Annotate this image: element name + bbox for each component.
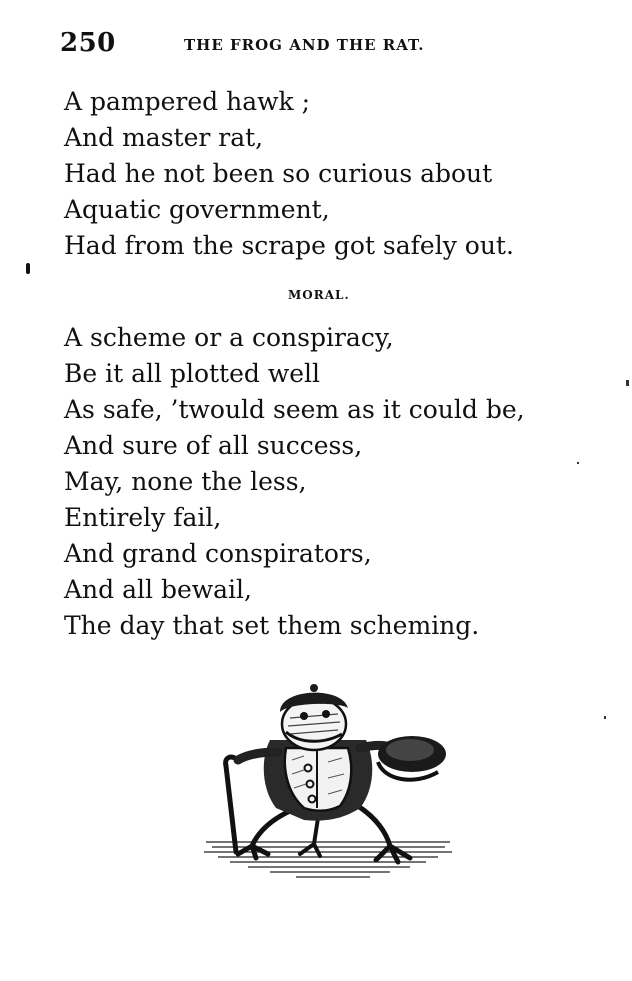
page-number: 250 xyxy=(60,28,116,58)
frog-with-cane-and-top-hat-icon xyxy=(200,682,460,892)
poem-stanza-1 xyxy=(64,84,514,264)
poem-line: Entirely fail, xyxy=(64,503,222,532)
poem-line: A pampered hawk ; xyxy=(64,87,311,116)
poem-line: And grand conspirators, xyxy=(64,539,372,568)
scan-speck xyxy=(577,462,579,464)
scan-speck xyxy=(604,716,606,719)
scan-speck xyxy=(626,380,629,386)
poem-line: May, none the less, xyxy=(64,467,307,496)
poem-line: And sure of all success, xyxy=(64,431,363,460)
running-title: THE FROG AND THE RAT. xyxy=(184,36,425,54)
poem-line: Be it all plotted well xyxy=(64,359,321,388)
frog-illustration xyxy=(200,682,460,892)
poem-line: A scheme or a conspiracy, xyxy=(64,323,394,352)
poem-line: Had he not been so curious about xyxy=(64,159,493,188)
poem-line: And all bewail, xyxy=(64,575,252,604)
poem-line: Aquatic government, xyxy=(64,195,330,224)
poem-line: The day that set them scheming. xyxy=(64,611,480,640)
poem-stanza-2 xyxy=(64,320,525,644)
moral-heading: MORAL. xyxy=(288,288,350,302)
margin-ink-mark xyxy=(26,263,30,274)
poem-line: And master rat, xyxy=(64,123,264,152)
poem-line: Had from the scrape got safely out. xyxy=(64,231,514,260)
poem-line: As safe, ’twould seem as it could be, xyxy=(64,395,525,424)
